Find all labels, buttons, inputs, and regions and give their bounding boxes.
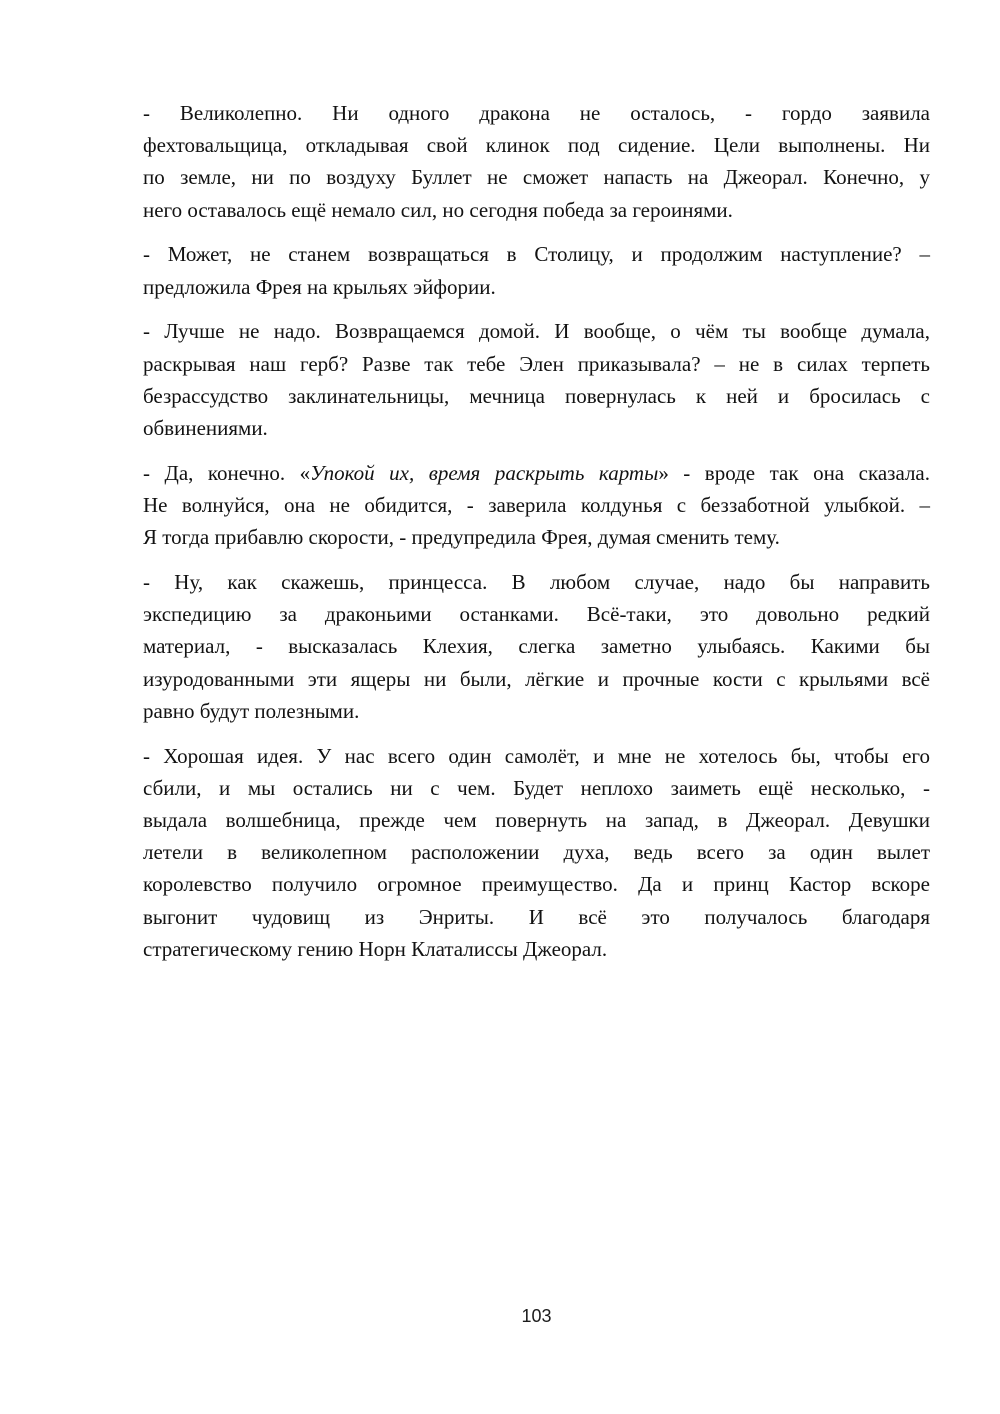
text-line: [143, 521, 930, 553]
text-run: изуродованными эти ящеры ни были, лёгкие и прочные кости с крыльями всё: [143, 666, 930, 691]
paragraph-4: [143, 457, 930, 554]
text-run: безрассудство заклинательницы, мечница повернулась к ней и бросилась с: [143, 383, 930, 408]
text-run: - Хорошая идея. У нас всего один самолёт, и мне не хотелось бы, чтобы его: [143, 743, 930, 768]
text-line: [143, 238, 930, 270]
text-line: [143, 933, 930, 965]
text-line: [143, 740, 930, 772]
text-line: [143, 194, 930, 226]
text-run: равно будут полезными.: [143, 698, 360, 723]
text-line: [143, 901, 930, 933]
text-run: фехтовальщица, откладывая свой клинок под сидение. Цели выполнены. Ни: [143, 133, 930, 158]
text-line: [143, 315, 930, 347]
text-run: по земле, ни по воздуху Буллет не сможет напасть на Джеорал. Конечно, у: [143, 165, 930, 190]
text-line: [143, 663, 930, 695]
text-run: обвинениями.: [143, 416, 268, 441]
text-run: - Может, не станем возвращаться в Столицу, и продолжим наступление? –: [143, 242, 930, 267]
text-line: [143, 380, 930, 412]
text-line: [143, 598, 930, 630]
text-run: » - вроде так она сказала.: [658, 460, 930, 485]
text-block: [143, 97, 930, 978]
paragraph-1: [143, 97, 930, 226]
text-line: [143, 836, 930, 868]
text-run: Я тогда прибавлю скорости, - предупредила Фрея, думая сменить тему.: [143, 525, 780, 550]
text-run: - Да, конечно. «: [143, 460, 311, 485]
paragraph-6: [143, 740, 930, 965]
text-run: выгонит чудовищ из Энриты. И всё это получалось благодаря: [143, 904, 930, 929]
text-line: [143, 348, 930, 380]
text-run: него оставалось ещё немало сил, но сегодня победа за героинями.: [143, 197, 733, 222]
text-line: [143, 695, 930, 727]
text-line: [143, 868, 930, 900]
text-line: [143, 129, 930, 161]
text-run: - Ну, как скажешь, принцесса. В любом случае, надо бы направить: [143, 570, 930, 595]
text-line: [143, 161, 930, 193]
text-run: Не волнуйся, она не обидится, - заверила колдунья с беззаботной улыбкой. –: [143, 493, 930, 518]
text-line: [143, 566, 930, 598]
text-run: выдала волшебница, прежде чем повернуть на запад, в Джеорал. Девушки: [143, 808, 930, 833]
text-run: королевство получило огромное преимущество. Да и принц Кастор вскоре: [143, 872, 930, 897]
page-number: 103: [521, 1306, 552, 1326]
paragraph-2: [143, 238, 930, 302]
text-run: материал, - высказалась Клехия, слегка заметно улыбаясь. Какими бы: [143, 634, 930, 659]
text-line: [143, 630, 930, 662]
text-run: раскрывая наш герб? Разве так тебе Элен приказывала? – не в силах терпеть: [143, 351, 930, 376]
text-run: стратегическому гению Норн Клаталиссы Джеорал.: [143, 936, 608, 961]
text-run: - Великолепно. Ни одного дракона не осталось, - гордо заявила: [143, 101, 930, 125]
text-line: [143, 772, 930, 804]
text-line: [143, 97, 930, 129]
text-run: сбили, и мы остались ни с чем. Будет неплохо заиметь ещё несколько, -: [143, 775, 930, 800]
paragraph-3: [143, 315, 930, 444]
paragraph-5: [143, 566, 930, 727]
italic-quote-run: Упокой их, время раскрыть карты: [310, 460, 659, 485]
text-run: предложила Фрея на крыльях эйфории.: [143, 274, 496, 299]
text-line: [143, 804, 930, 836]
text-run: - Лучше не надо. Возвращаемся домой. И вообще, о чём ты вообще думала,: [143, 319, 930, 344]
text-line: [143, 457, 930, 489]
text-run: летели в великолепном расположении духа, ведь всего за один вылет: [143, 840, 930, 865]
text-line: [143, 489, 930, 521]
text-run: экспедицию за драконьими останками. Всё-таки, это довольно редкий: [143, 602, 930, 627]
text-line: [143, 412, 930, 444]
text-line: [143, 271, 930, 303]
